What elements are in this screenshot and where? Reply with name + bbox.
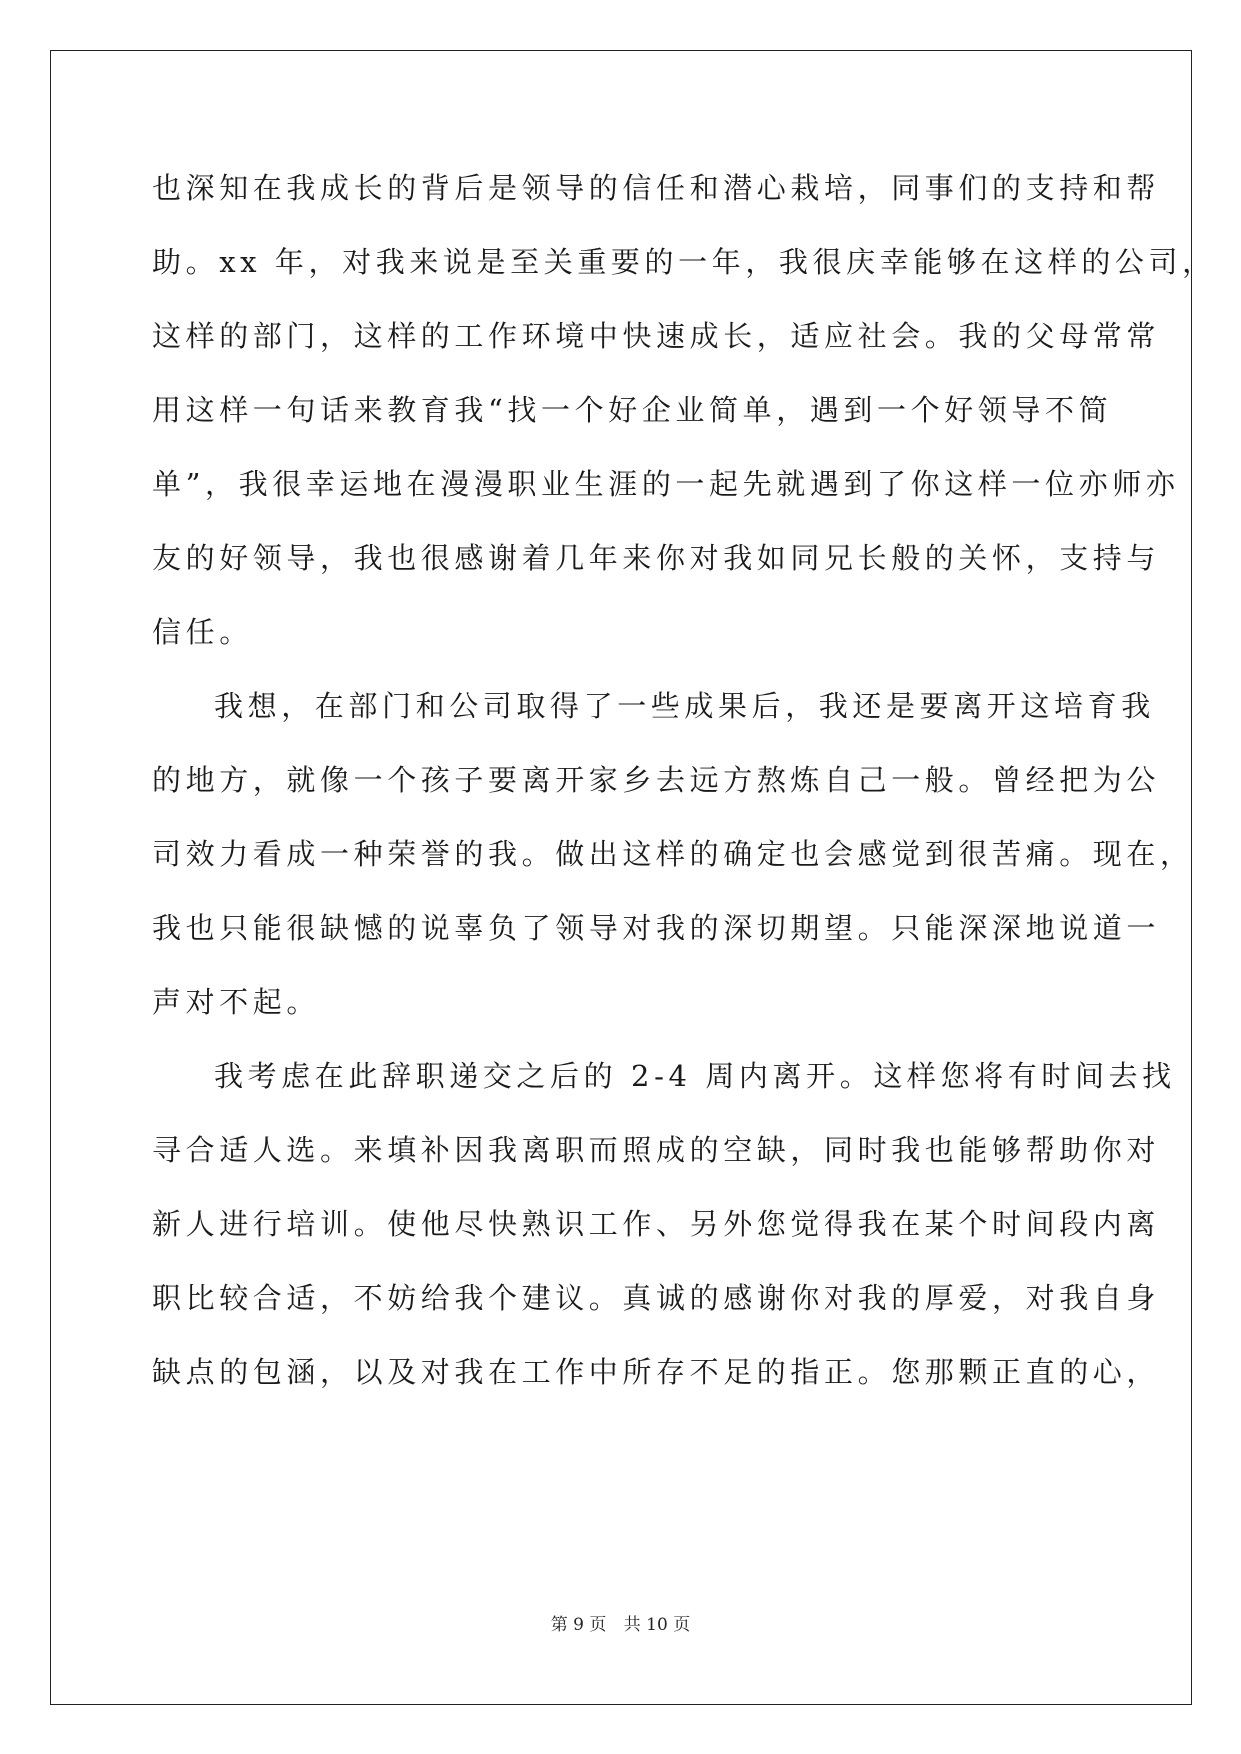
- page-border: [50, 50, 1192, 1705]
- text-line: 助。xx 年，对我来说是至关重要的一年，我很庆幸能够在这样的公司，: [152, 245, 1216, 279]
- text-line: 信任。: [152, 615, 253, 649]
- text-line: 司效力看成一种荣誉的我。做出这样的确定也会感觉到很苦痛。现在，: [152, 837, 1194, 871]
- text-line: 这样的部门，这样的工作环境中快速成长，适应社会。我的父母常常: [152, 319, 1161, 353]
- text-line: 缺点的包涵，以及对我在工作中所存不足的指正。您那颗正直的心，: [152, 1355, 1161, 1389]
- text-line: 职比较合适，不妨给我个建议。真诚的感谢你对我的厚爱，对我自身: [152, 1281, 1161, 1315]
- page-total: 共 10 页: [623, 1615, 691, 1635]
- page-number: 第 9 页: [550, 1615, 607, 1635]
- text-line: 友的好领导，我也很感谢着几年来你对我如同兄长般的关怀，支持与: [152, 541, 1161, 575]
- text-line: 新人进行培训。使他尽快熟识工作、另外您觉得我在某个时间段内离: [152, 1207, 1161, 1241]
- text-line: 寻合适人选。来填补因我离职而照成的空缺，同时我也能够帮助你对: [152, 1133, 1161, 1167]
- text-line: 我也只能很缺憾的说辜负了领导对我的深切期望。只能深深地说道一: [152, 911, 1161, 945]
- text-line: 也深知在我成长的背后是领导的信任和潜心栽培，同事们的支持和帮: [152, 171, 1161, 205]
- text-line: 的地方，就像一个孩子要离开家乡去远方熬炼自己一般。曾经把为公: [152, 763, 1161, 797]
- paragraph-first-line: 我想，在部门和公司取得了一些成果后，我还是要离开这培育我: [214, 689, 1155, 723]
- paragraph-first-line: 我考虑在此辞职递交之后的 2-4 周内离开。这样您将有时间去找: [214, 1059, 1176, 1093]
- text-line: 声对不起。: [152, 985, 321, 1019]
- text-line: 单”，我很幸运地在漫漫职业生涯的一起先就遇到了你这样一位亦师亦: [152, 467, 1180, 501]
- text-line: 用这样一句话来教育我“找一个好企业简单，遇到一个好领导不简: [152, 393, 1113, 427]
- page-footer: [0, 1610, 1241, 1635]
